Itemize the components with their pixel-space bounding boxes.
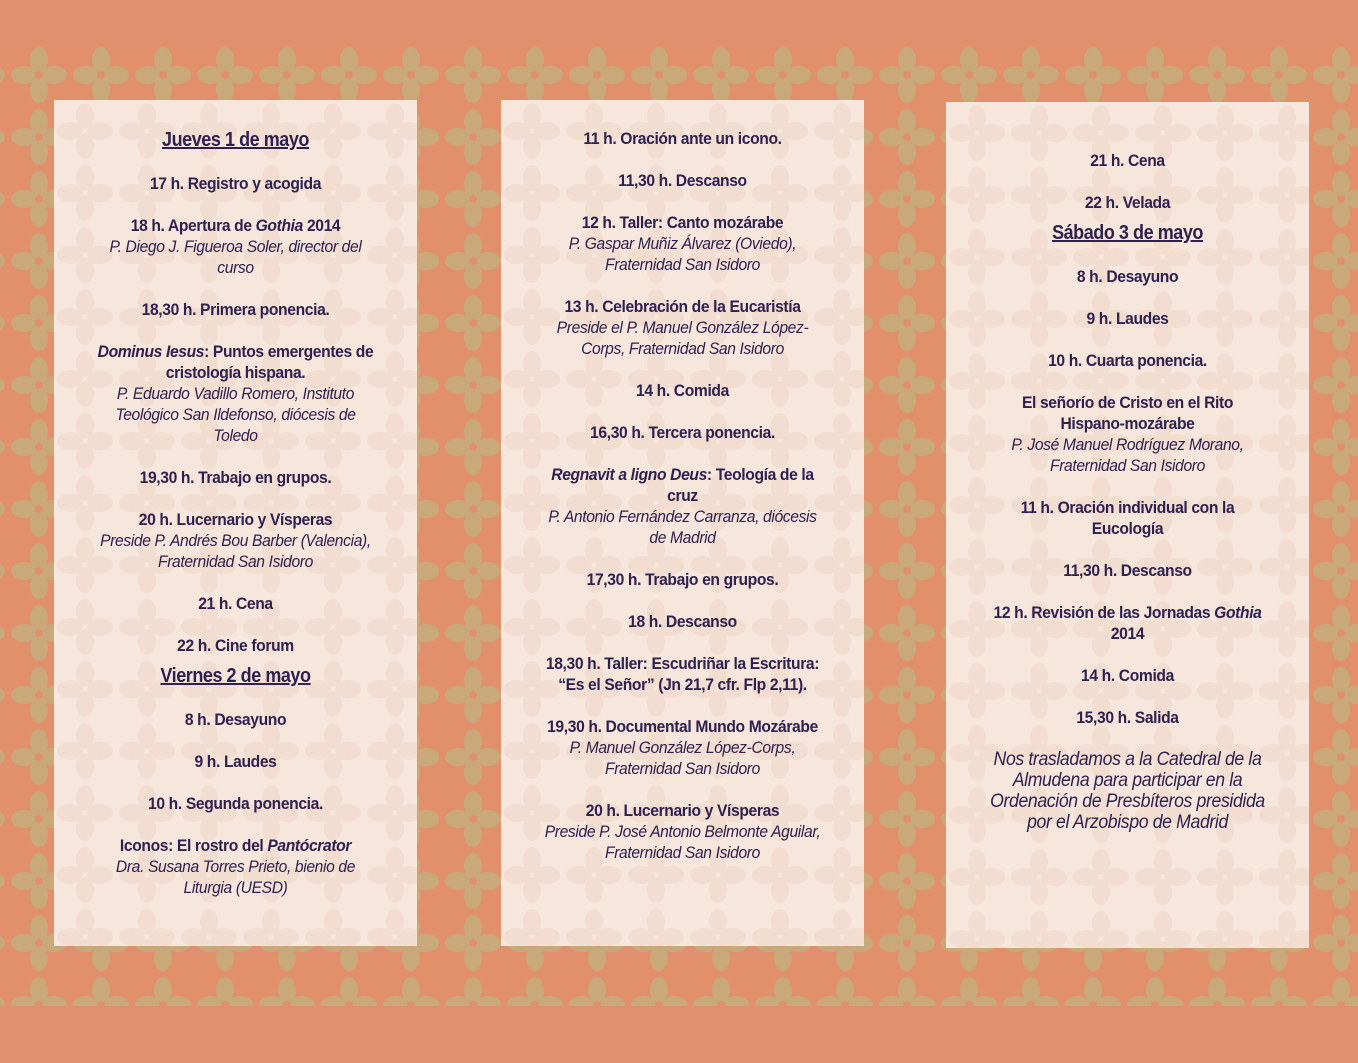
entry-title-text: 2014: [302, 216, 341, 235]
schedule-entry: [531, 128, 834, 149]
schedule-entry: [976, 665, 1279, 686]
schedule-entry: [84, 751, 387, 772]
entry-title: 21 h. Cena: [1090, 151, 1165, 170]
entry-speaker: P. Manuel González López-Corps, Fraternidad San Isidoro: [569, 738, 796, 778]
entry-title: 22 h. Cine forum: [177, 636, 294, 655]
entry-title: 16,30 h. Tercera ponencia.: [590, 423, 775, 442]
schedule-entry: [84, 173, 387, 194]
entry-title-emphasis: Gothia: [1214, 603, 1262, 622]
schedule-entry: [84, 341, 387, 446]
entry-title: 19,30 h. Trabajo en grupos.: [139, 468, 332, 487]
entry-title: 20 h. Lucernario y Vísperas: [585, 801, 780, 820]
entry-title: 17,30 h. Trabajo en grupos.: [586, 570, 779, 589]
entry-title: 9 h. Laudes: [1086, 309, 1169, 328]
schedule-entry: [531, 212, 834, 275]
entry-title: 11,30 h. Descanso: [618, 171, 747, 190]
closing-note: Nos trasladamos a la Catedral de la Almudena para participar en la Ordenación de Presbíteros presidida por el Arzobispo de Madrid: [990, 749, 1265, 833]
entry-title: 15,30 h. Salida: [1076, 708, 1179, 727]
entry-title: 8 h. Desayuno: [184, 710, 287, 729]
entry-title-emphasis: Regnavit a ligno Deus: [551, 465, 707, 484]
schedule-entry: [84, 835, 387, 898]
schedule-entry: [531, 611, 834, 632]
entry-title: 11 h. Oración individual con la Eucología: [1020, 498, 1235, 538]
entry-title: [988, 602, 1267, 644]
entry-title: 9 h. Laudes: [194, 752, 277, 771]
entry-title: 18,30 h. Primera ponencia.: [141, 300, 330, 319]
entry-title: 12 h. Taller: Canto mozárabe: [581, 213, 784, 232]
schedule-entry: [531, 422, 834, 443]
schedule-entry: [84, 593, 387, 614]
entry-title: [96, 215, 375, 236]
day-heading-friday: Viernes 2 de mayo: [160, 665, 311, 687]
schedule-entry: [976, 266, 1279, 287]
entry-title: 11 h. Oración ante un icono.: [583, 129, 782, 148]
entry-title: 14 h. Comida: [636, 381, 729, 400]
entry-title: 13 h. Celebración de la Eucaristía: [564, 297, 801, 316]
entry-title: [543, 464, 822, 506]
entry-title: 8 h. Desayuno: [1076, 267, 1179, 286]
schedule-entry: [976, 192, 1279, 213]
entry-title-text: 18 h. Apertura de: [130, 216, 256, 235]
entry-title: 17 h. Registro y acogida: [149, 174, 322, 193]
schedule-entry: [976, 560, 1279, 581]
schedule-entry: [84, 509, 387, 572]
schedule-entry: [531, 464, 834, 548]
entry-title-text: : Puntos emergentes de cristología hispana.: [165, 342, 374, 382]
schedule-entry: [976, 602, 1279, 644]
entry-title: 20 h. Lucernario y Vísperas: [138, 510, 333, 529]
schedule-entry: [976, 497, 1279, 539]
entry-title: 19,30 h. Documental Mundo Mozárabe: [547, 717, 818, 736]
schedule-entry: [84, 215, 387, 278]
schedule-entry: [976, 350, 1279, 371]
schedule-entry: [84, 467, 387, 488]
entry-title: 21 h. Cena: [198, 594, 273, 613]
entry-speaker: P. Antonio Fernández Carranza, diócesis de Madrid: [548, 507, 817, 547]
entry-title-emphasis: Pantócrator: [267, 836, 352, 855]
entry-title-text: : Teología de la cruz: [667, 465, 814, 505]
entry-speaker: Preside P. José Antonio Belmonte Aguilar, Fraternidad San Isidoro: [544, 822, 821, 862]
entry-title: 11,30 h. Descanso: [1063, 561, 1192, 580]
schedule-column-2: [501, 100, 864, 946]
schedule-entry: [976, 150, 1279, 171]
schedule-entry: [976, 308, 1279, 329]
schedule-entry: [84, 793, 387, 814]
schedule-column-3: [946, 102, 1309, 948]
entry-title: [96, 835, 375, 856]
entry-speaker: P. José Manuel Rodríguez Morano, Fraternidad San Isidoro: [1011, 435, 1244, 475]
schedule-entry: [531, 653, 834, 695]
schedule-entry: [531, 170, 834, 191]
entry-title: [96, 341, 375, 383]
schedule-entry: [531, 569, 834, 590]
entry-speaker: Preside P. Andrés Bou Barber (Valencia), Fraternidad San Isidoro: [100, 531, 371, 571]
entry-title-text: 12 h. Revisión de las Jornadas: [993, 603, 1215, 622]
schedule-entry: [84, 635, 387, 656]
entry-title-emphasis: Gothia: [255, 216, 303, 235]
entry-title-text: Iconos: El rostro del: [119, 836, 268, 855]
entry-speaker: P. Eduardo Vadillo Romero, Instituto Teológico San Ildefonso, diócesis de Toledo: [115, 384, 356, 445]
schedule-entry: [976, 392, 1279, 476]
schedule-entry: [531, 716, 834, 779]
schedule-entry: [531, 800, 834, 863]
entry-title: El señorío de Cristo en el Rito Hispano-mozárabe: [1021, 393, 1234, 433]
entry-speaker: Dra. Susana Torres Prieto, bienio de Liturgia (UESD): [115, 857, 356, 897]
schedule-entry: [531, 380, 834, 401]
schedule-entry: [531, 296, 834, 359]
entry-title-emphasis: Dominus Iesus: [97, 342, 205, 361]
entry-title: 18,30 h. Taller: Escudriñar la Escritura: “Es el Señor” (Jn 21,7 cfr. Flp 2,11).: [545, 654, 820, 694]
schedule-entry: [84, 709, 387, 730]
schedule-column-1: [54, 100, 417, 946]
entry-title-text: 2014: [1110, 624, 1145, 643]
entry-speaker: Preside el P. Manuel González López-Corps, Fraternidad San Isidoro: [556, 318, 809, 358]
entry-speaker: P. Diego J. Figueroa Soler, director del curso: [109, 237, 362, 277]
entry-title: 22 h. Velada: [1084, 193, 1171, 212]
entry-speaker: P. Gaspar Muñiz Álvarez (Oviedo), Fraternidad San Isidoro: [568, 234, 797, 274]
entry-title: 14 h. Comida: [1081, 666, 1174, 685]
day-heading-thursday: Jueves 1 de mayo: [162, 129, 309, 151]
entry-title: 10 h. Cuarta ponencia.: [1048, 351, 1207, 370]
entry-title: 10 h. Segunda ponencia.: [148, 794, 323, 813]
schedule-entry: [84, 299, 387, 320]
entry-title: 18 h. Descanso: [628, 612, 737, 631]
day-heading-saturday: Sábado 3 de mayo: [1052, 222, 1203, 244]
schedule-entry: [976, 707, 1279, 728]
